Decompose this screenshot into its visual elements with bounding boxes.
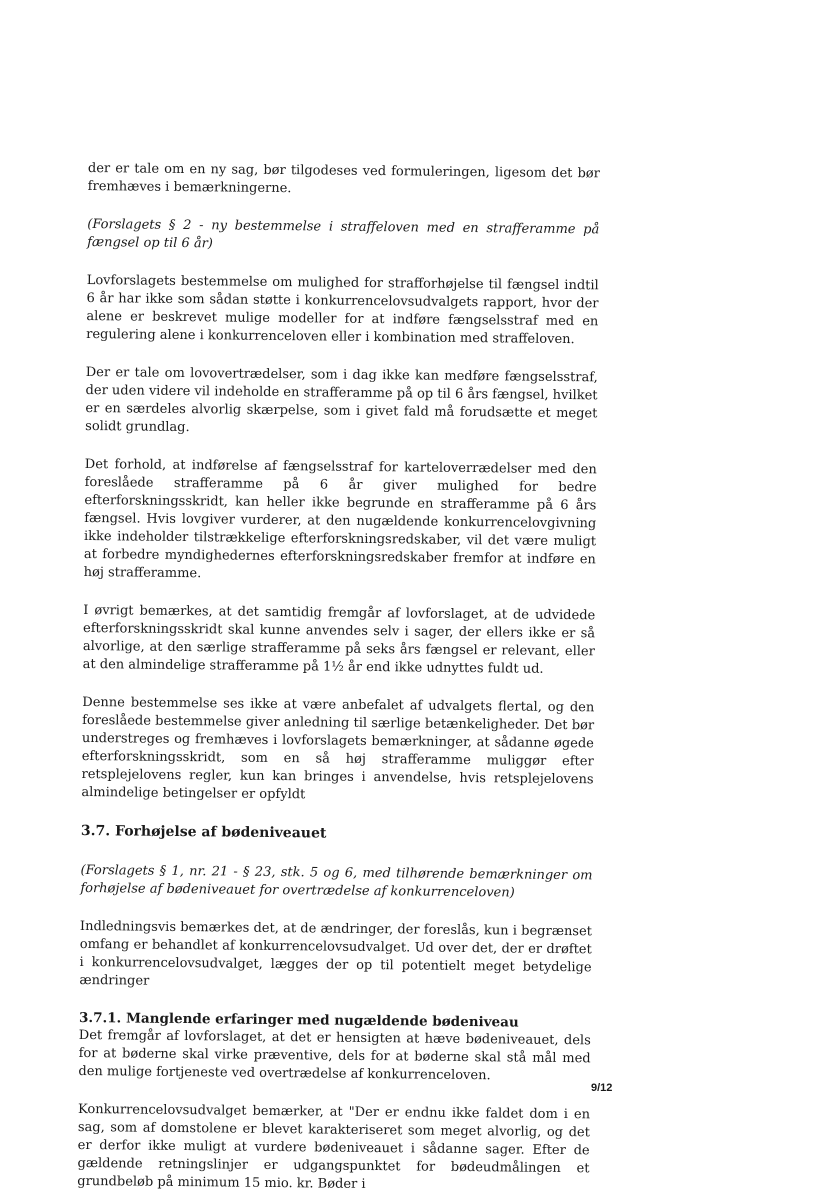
paragraph-body: Der er tale om lovovertrædelser, som i dag ikke kan medføre fængselsstraf, der uden videre vil indeholde en strafferamme på op til 6 års fængsel, hvilket er en særdeles alvorlig skærpelse, som i givet fald må forudsætte et meget solidt grundlag. <box>85 364 598 436</box>
paragraph-intro-continuation: der er tale om en ny sag, bør tilgodeses ved formuleringen, ligesom det bør fremhæves i bemærkningerne. <box>87 160 600 197</box>
paragraph-body: Indledningsvis bemærkes det, at de ændringer, der foreslås, kun i begrænset omfang er behandlet af konkurrencelovsudvalget. Ud over det, der er drøftet i konkurrencelovsudvalget, lægges der op til potentielt meget betydelige ændringer <box>79 918 593 989</box>
paragraph-body: Lovforslagets bestemmelse om mulighed for strafforhøjelse til fængsel indtil 6 år har ikke som sådan støtte i konkurrencelovsudvalgets rapport, hvor der alene er beskrevet mulige modeller for at indføre fængselsstraf med en regulering alene i konkurrenceloven eller i kombination med straffeloven. <box>86 272 599 348</box>
paragraph-section-reference-2: (Forslagets § 2 - ny bestemmelse i straffeloven med en strafferamme på fængsel op til 6 år) <box>87 216 600 252</box>
paragraph-body: Denne bestemmelse ses ikke at være anbefalet af udvalgets flertal, og den foreslåede bestemmelse giver anledning til særlige betænkeligheder. Det bør understreges og fremhæves i lovforslagets bemærkninger, at sådanne øgede efterforskningsskridt, som en så høj strafferamme muliggør efter retsplejelovens regler, kun kan bringes i anvendelse, hvis retsplejelovens almindelige betingelser er opfyldt <box>81 694 595 803</box>
document-body <box>77 160 600 1196</box>
paragraph-body: Det forhold, at indførelse af fængselsstraf for karteloverrædelser med den foreslåede strafferamme på 6 år giver mulighed for bedre efterforskningsskridt, kan heller ikke begrunde en strafferamme på 6 års fængsel. Hvis lovgiver vurderer, at den nugældende konkurrencelovgivning ikke indeholder tilstrækkelige efterforskningsredskaber, vil det være muligt at forbedre myndighedernes efterforskningsredskaber fremfor at indføre en høj strafferamme. <box>83 456 597 582</box>
paragraph-body: Det fremgår af lovforslaget, at det er hensigten at hæve bødeniveauet, dels for at bøderne skal virke præventive, dels for at bøderne skal stå mål med den mulige fortjeneste ved overtrædelse af konkurrenceloven. <box>78 1027 591 1084</box>
subsection-heading-3-7-1: 3.7.1. Manglende erfaringer med nugældende bødeniveau <box>78 1009 519 1031</box>
paragraph-body-last: Konkurrencelovsudvalget bemærker, at "Der er endnu ikke faldet dom i en sag, som af domstolene er blevet karakteriseret som meget alvorlig, og det er derfor ikke muligt at vurdere bødeniveauet i sådanne sager. Efter de gældende retningslinjer er udgangspunktet for bødeudmålingen et grundbeløb på minimum 15 mio. kr. Bøder i <box>77 1101 591 1192</box>
page-number: 9/12 <box>591 1082 613 1094</box>
paragraph-section-reference-1: (Forslagets § 1, nr. 21 - § 23, stk. 5 og 6, med tilhørende bemærkninger om forhøjelse af bødeniveauet for overtrædelse af konkurrenceloven) <box>80 862 593 901</box>
paragraph-body: I øvrigt bemærkes, at det samtidig fremgår af lovforslaget, at de udvidede efterforskningsskridt skal kunne anvendes selv i sager, der ellers ikke er så alvorlige, at den særlige strafferamme på seks års fængsel er relevant, eller at den almindelige strafferamme på 1½ år end ikke udnyttes fuldt ud. <box>82 602 596 677</box>
section-heading-3-7: 3.7. Forhøjelse af bødeniveauet <box>80 822 327 842</box>
